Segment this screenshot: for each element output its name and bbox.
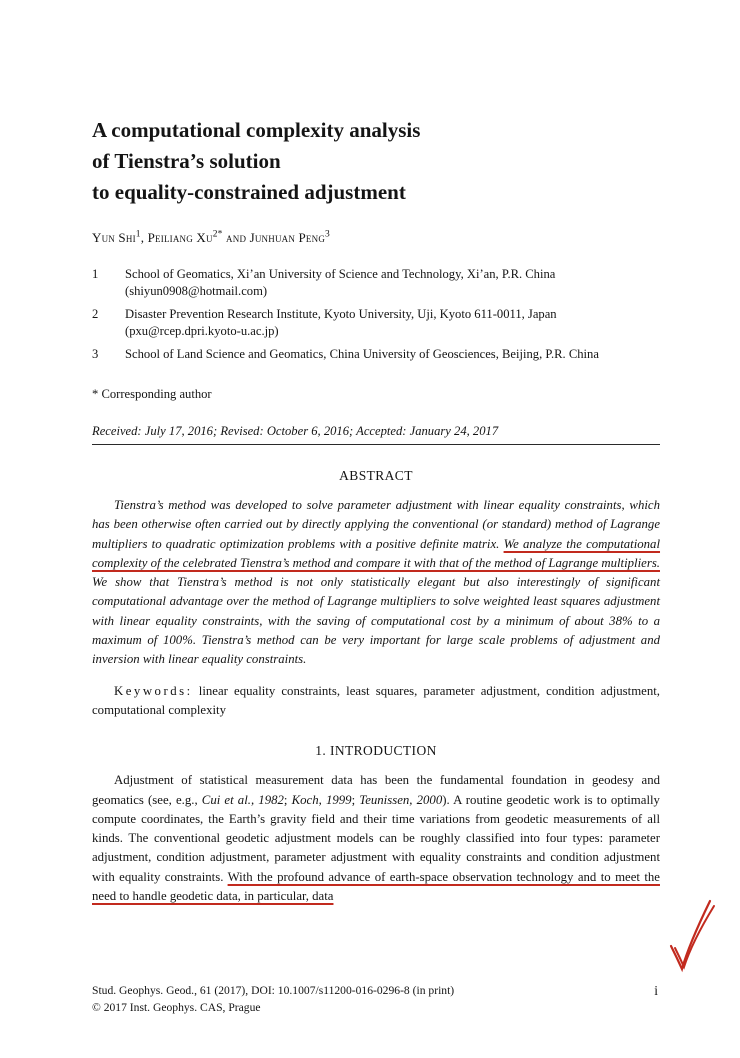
citation-separator: ; (351, 792, 360, 807)
affiliation-item (92, 266, 660, 300)
author-name-3: Junhuan Peng (249, 230, 326, 245)
affiliation-number: 3 (92, 347, 99, 361)
paper-title-line-1: A computational complexity analysis (92, 118, 421, 142)
affiliation-text (125, 306, 660, 340)
affiliation-item (92, 346, 660, 363)
affiliation-email: (pxu@rcep.dpri.kyoto-u.ac.jp) (125, 324, 279, 338)
affiliation-email: (shiyun0908@hotmail.com) (125, 284, 268, 298)
author-affil-marker-2: 2* (212, 229, 223, 240)
introduction-text-segment: Adjustment of statistical measurement data has been the fundamental foundation in geodesy and geomatics (see, e.g., (92, 773, 660, 807)
affiliations-list (92, 266, 660, 363)
author-affil-marker-1: 1 (135, 229, 141, 240)
affiliation-number: 2 (92, 307, 99, 321)
abstract-heading: ABSTRACT (339, 468, 413, 483)
abstract-paragraph (92, 496, 660, 670)
affiliation-text (125, 266, 660, 300)
author-affil-marker-3: 3 (325, 229, 330, 240)
paper-title (92, 115, 660, 208)
author-separator-1: , (140, 230, 148, 245)
affiliation-item (92, 306, 660, 340)
keywords-text: linear equality constraints, least squares, parameter adjustment, condition adjustment, computational complexity (92, 683, 660, 717)
affiliation-number: 1 (92, 267, 99, 281)
received-revised-accepted-line: Received: July 17, 2016; Revised: October 6, 2016; Accepted: January 24, 2017 (92, 424, 660, 445)
introduction-heading: 1. INTRODUCTION (315, 743, 437, 759)
affiliation-text (125, 346, 660, 363)
checkmark-icon (664, 896, 722, 980)
page-footer (92, 983, 660, 1016)
affiliation-line: Disaster Prevention Research Institute, Kyoto University, Uji, Kyoto 611-0011, Japan (125, 307, 557, 321)
introduction-paragraph (92, 771, 660, 906)
paper-title-line-2: of Tienstra’s solution (92, 149, 281, 173)
page-number: i (654, 983, 658, 998)
affiliation-line: School of Land Science and Geomatics, China University of Geosciences, Beijing, P.R. China (125, 347, 599, 361)
paper-title-line-3: to equality-constrained adjustment (92, 180, 406, 204)
journal-doi-line: Stud. Geophys. Geod., 61 (2017), DOI: 10.1007/s11200-016-0296-8 (in print) (92, 984, 455, 997)
keywords-label: Keywords: (114, 683, 193, 698)
abstract-text-segment: We show that Tienstra’s method is not only statistically elegant but also interestingly of significant computational advantage over the method of Lagrange multipliers to solve weighted least squares adjustment with linear equality constraints, with the saving of computational cost by a minimum of about 38% to a maximum of 100%. Tienstra’s method can be very important for large scale problems of adjustment and inversion with linear equality constraints. (92, 575, 660, 667)
copyright-line: © 2017 Inst. Geophys. CAS, Prague (92, 1000, 261, 1014)
introduction-red-underlined-text: With the profound advance of earth-space observation technology and to meet the need to handle geodetic data, in particular, data (92, 869, 660, 904)
abstract-text-segment: Tienstra’s method was developed to solve parameter adjustment with linear equality constraints, which has been otherwise often carried out by directly applying the conventional (or standard) method of Lagrange multipliers to quadratic optimization problems with a positive definite matrix. (92, 498, 660, 551)
keywords-paragraph (92, 682, 660, 721)
abstract-red-underlined-text: We analyze the computational complexity of the celebrated Tienstra’s method and compare it with that of the method of Lagrange multipliers. (92, 536, 661, 570)
paper-page-content (92, 0, 660, 906)
affiliation-line: School of Geomatics, Xi’an University of Science and Technology, Xi’an, P.R. China (125, 267, 556, 281)
author-name-1: Yun Shi (92, 230, 136, 245)
citation: Teunissen, 2000 (359, 792, 443, 807)
author-byline (92, 230, 660, 246)
author-name-2: Peiliang Xu (147, 230, 213, 245)
introduction-text-segment: ). A routine geodetic work is to optimally compute coordinates, the Earth’s gravity field and their time variations from geodetic measurements of all kinds. The conventional geodetic adjustment models can be roughly classified into four types: parameter adjustment, condition adjustment, parameter adjustment with equality constraints and condition adjustment with equality constraints. (92, 792, 660, 884)
citation: Koch, 1999 (291, 792, 352, 807)
citation: Cui et al., 1982 (201, 792, 284, 807)
author-separator-2: and (222, 230, 250, 245)
citation-separator: ; (283, 792, 292, 807)
corresponding-author-note: * Corresponding author (92, 387, 212, 401)
handwritten-checkmark-annotation (664, 896, 722, 980)
